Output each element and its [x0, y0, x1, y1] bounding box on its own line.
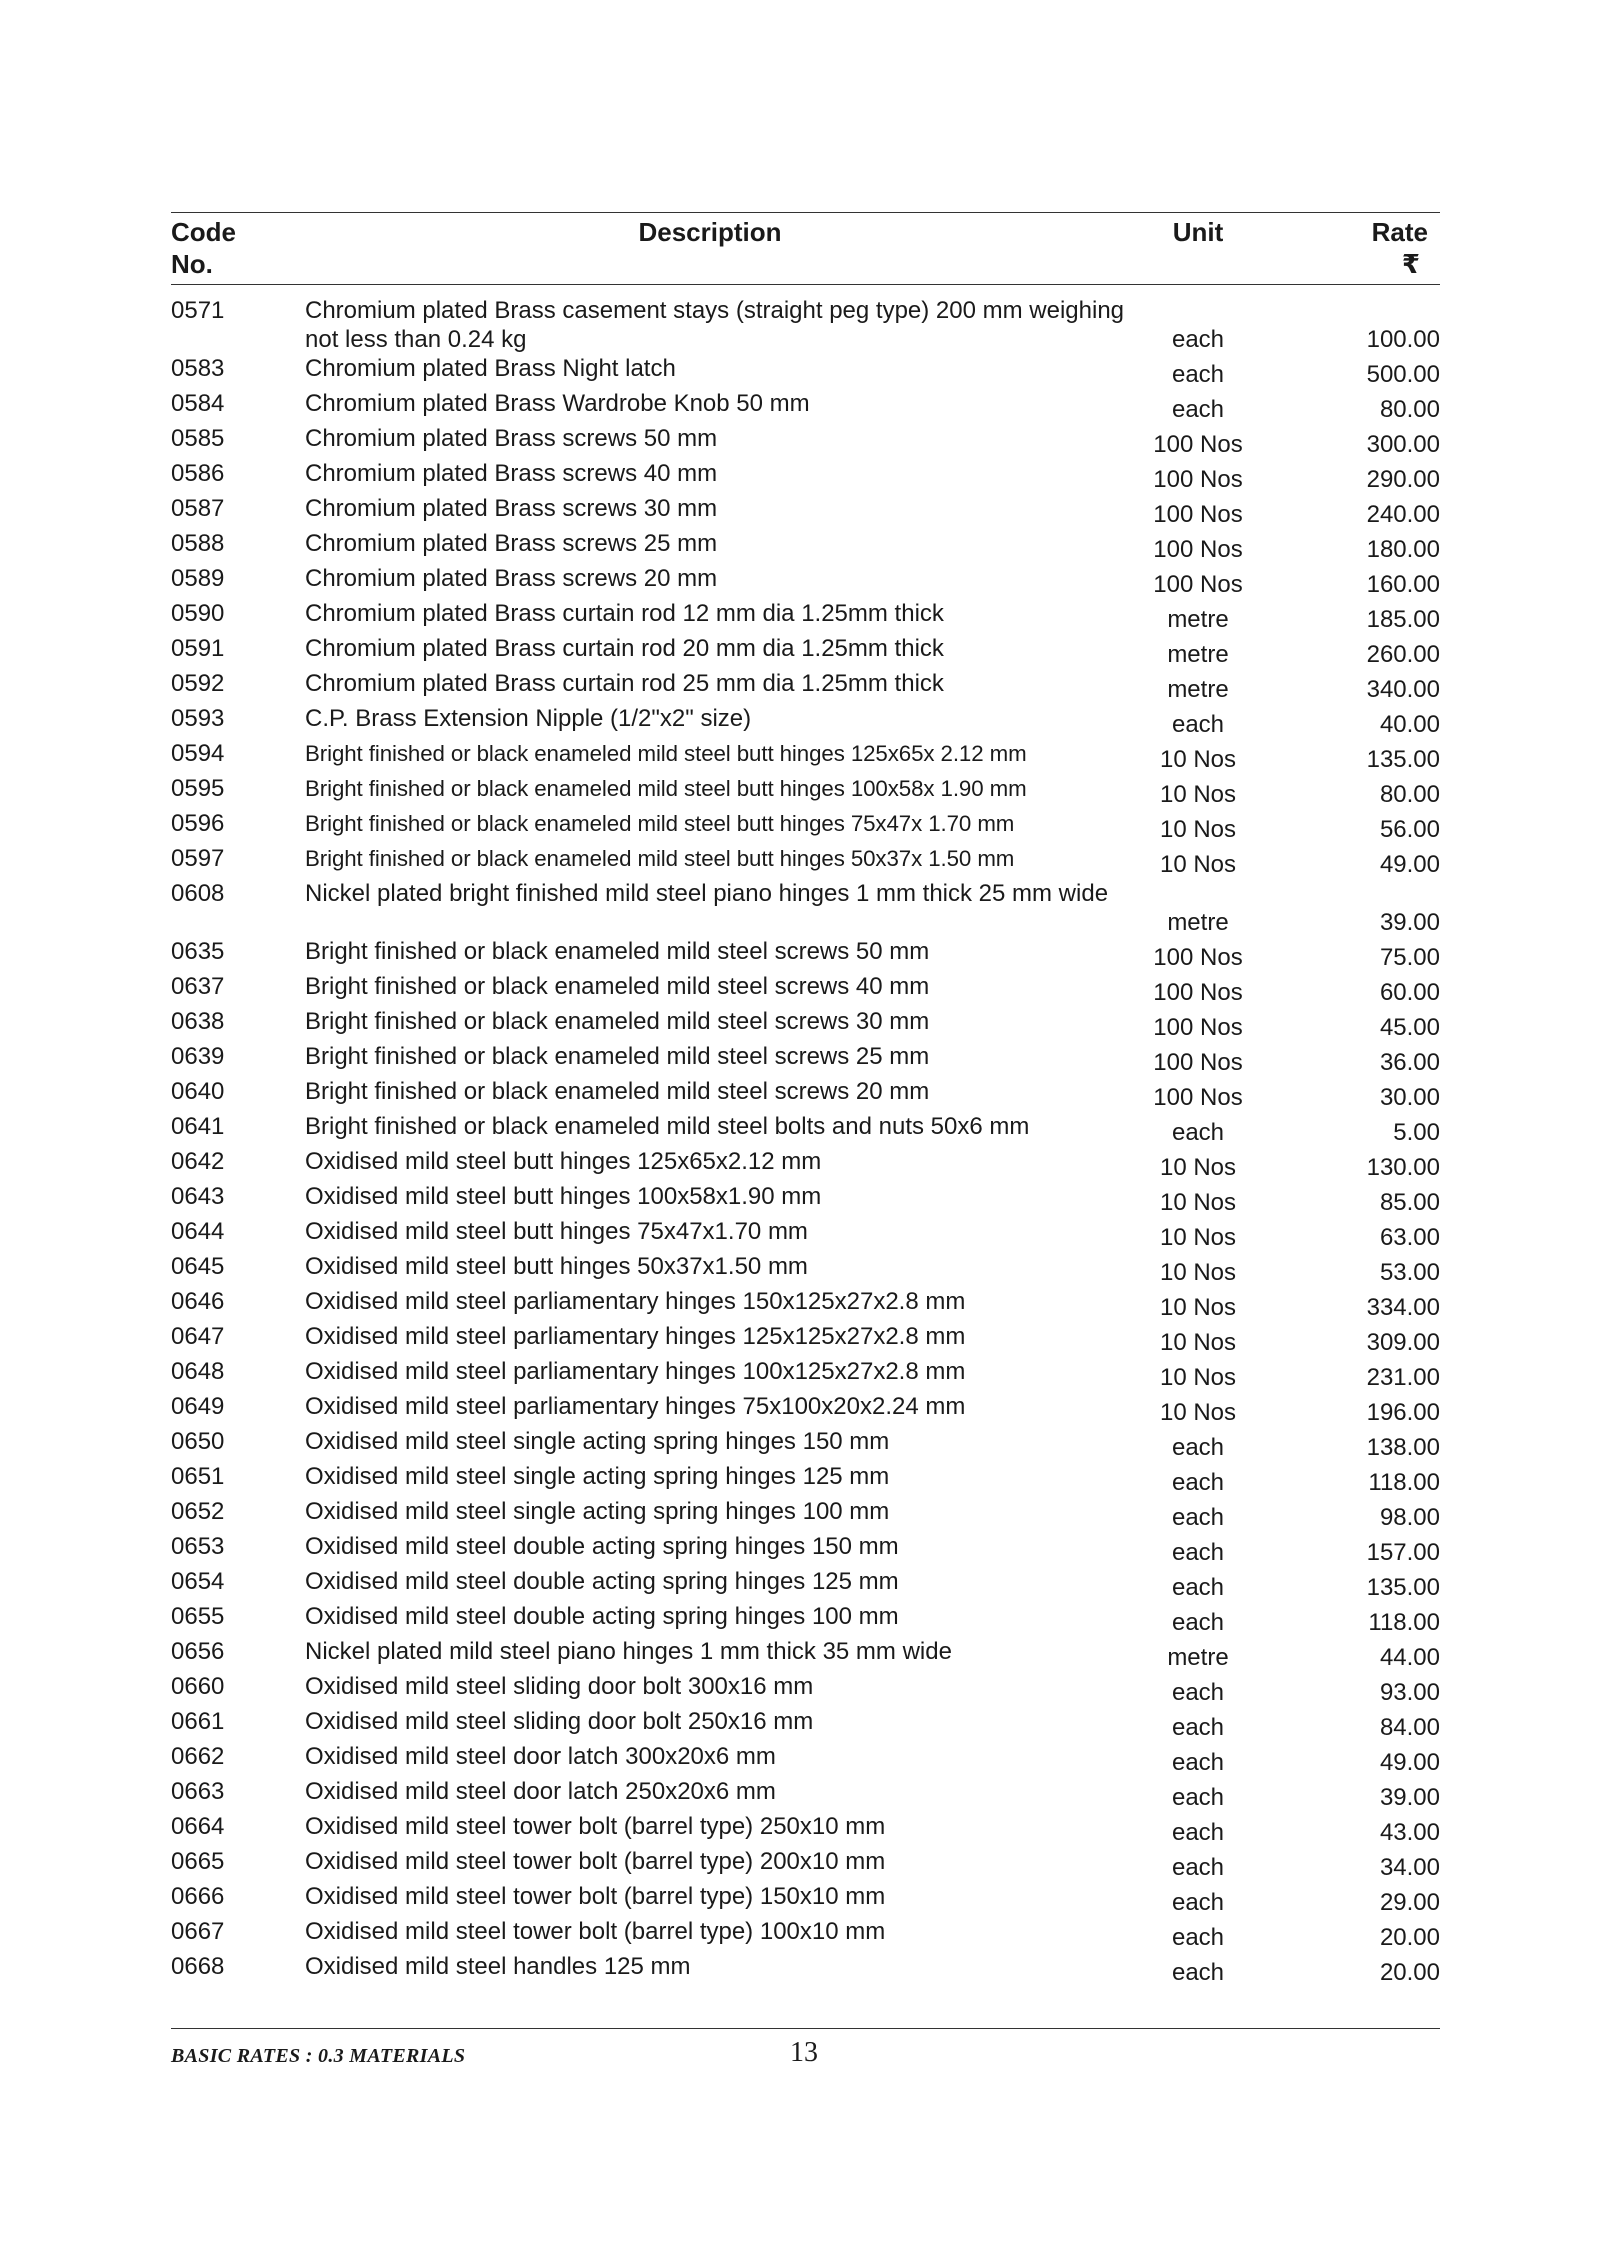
- code-cell: 0651: [171, 1463, 225, 1490]
- header-top-rule: [171, 212, 1440, 213]
- unit-cell: metre: [1167, 909, 1229, 936]
- table-row: [171, 1742, 1440, 1777]
- table-row: [171, 1672, 1440, 1707]
- rate-cell: 5.00: [1393, 1119, 1440, 1146]
- description-cell: Oxidised mild steel butt hinges 125x65x2.12 mm: [305, 1148, 822, 1175]
- footer-section-title: BASIC RATES : 0.3 MATERIALS: [171, 2045, 466, 2067]
- unit-cell: 100 Nos: [1153, 1084, 1243, 1111]
- rate-cell: 231.00: [1366, 1364, 1440, 1391]
- description-cell: Oxidised mild steel butt hinges 100x58x1.90 mm: [305, 1183, 822, 1210]
- unit-cell: 10 Nos: [1159, 781, 1237, 808]
- table-row: [171, 879, 1440, 937]
- rate-cell: 93.00: [1379, 1679, 1440, 1706]
- description-cell: Chromium plated Brass screws 25 mm: [305, 530, 718, 557]
- rate-cell: 309.00: [1366, 1329, 1440, 1356]
- code-cell: 0643: [171, 1183, 225, 1210]
- unit-cell: metre: [1167, 1644, 1229, 1671]
- rate-cell: 85.00: [1379, 1189, 1440, 1216]
- description-cell: Bright finished or black enameled mild steel butt hinges 50x37x 1.50 mm: [305, 846, 1015, 871]
- unit-cell: each: [1171, 1924, 1225, 1951]
- table-row: [171, 424, 1440, 459]
- unit-cell: each: [1171, 1959, 1225, 1986]
- rate-cell: 185.00: [1366, 606, 1440, 633]
- description-cell: Oxidised mild steel door latch 300x20x6 mm: [305, 1743, 776, 1770]
- table-row: [171, 1427, 1440, 1462]
- code-cell: 0584: [171, 390, 225, 417]
- description-cell: Oxidised mild steel butt hinges 50x37x1.50 mm: [305, 1253, 808, 1280]
- description-cell: Chromium plated Brass curtain rod 25 mm dia 1.25mm thick: [305, 670, 944, 697]
- rate-cell: 36.00: [1379, 1049, 1440, 1076]
- code-cell: 0653: [171, 1533, 225, 1560]
- header-rate-label: Rate: [1371, 217, 1428, 247]
- code-cell: 0589: [171, 565, 225, 592]
- table-row: [171, 1182, 1440, 1217]
- description-cell: Chromium plated Brass Wardrobe Knob 50 mm: [305, 390, 810, 417]
- table-row: [171, 1217, 1440, 1252]
- description-cell: Oxidised mild steel single acting spring hinges 100 mm: [305, 1498, 890, 1525]
- unit-cell: 100 Nos: [1153, 536, 1243, 563]
- description-cell: Oxidised mild steel parliamentary hinges 150x125x27x2.8 mm: [305, 1288, 966, 1315]
- unit-cell: 10 Nos: [1159, 1399, 1237, 1426]
- rates-table: [171, 296, 1440, 1987]
- rate-cell: 60.00: [1379, 979, 1440, 1006]
- header-code: [171, 216, 236, 280]
- unit-cell: each: [1171, 1714, 1225, 1741]
- unit-cell: each: [1171, 326, 1225, 353]
- code-cell: 0665: [171, 1848, 225, 1875]
- code-cell: 0608: [171, 880, 225, 907]
- description-cell: Oxidised mild steel handles 125 mm: [305, 1953, 691, 1980]
- unit-cell: 10 Nos: [1159, 746, 1237, 773]
- description-cell: Bright finished or black enameled mild steel butt hinges 100x58x 1.90 mm: [305, 776, 1027, 801]
- rate-cell: 80.00: [1379, 396, 1440, 423]
- rate-cell: 34.00: [1379, 1854, 1440, 1881]
- table-row: [171, 389, 1440, 424]
- table-row: [171, 774, 1440, 809]
- table-row: [171, 1637, 1440, 1672]
- rate-cell: 118.00: [1368, 1609, 1440, 1636]
- table-row: [171, 634, 1440, 669]
- code-cell: 0597: [171, 845, 225, 872]
- table-row: [171, 1077, 1440, 1112]
- rate-cell: 20.00: [1379, 1924, 1440, 1951]
- description-cell: Chromium plated Brass screws 40 mm: [305, 460, 718, 487]
- code-cell: 0641: [171, 1113, 225, 1140]
- table-row: [171, 844, 1440, 879]
- code-cell: 0639: [171, 1043, 225, 1070]
- rate-cell: 75.00: [1379, 944, 1440, 971]
- unit-cell: each: [1171, 1539, 1225, 1566]
- table-row: [171, 1567, 1440, 1602]
- unit-cell: each: [1171, 1784, 1225, 1811]
- code-cell: 0588: [171, 530, 225, 557]
- unit-cell: 10 Nos: [1159, 851, 1237, 878]
- rate-cell: 63.00: [1379, 1224, 1440, 1251]
- table-row: [171, 1042, 1440, 1077]
- rate-cell: 20.00: [1379, 1959, 1440, 1986]
- code-cell: 0590: [171, 600, 225, 627]
- code-cell: 0591: [171, 635, 225, 662]
- unit-cell: each: [1171, 1119, 1225, 1146]
- footer-rule: [171, 2028, 1440, 2029]
- table-row: [171, 1112, 1440, 1147]
- unit-cell: metre: [1167, 606, 1229, 633]
- rate-cell: 80.00: [1379, 781, 1440, 808]
- code-cell: 0640: [171, 1078, 225, 1105]
- table-row: [171, 1882, 1440, 1917]
- description-cell: Bright finished or black enameled mild steel bolts and nuts 50x6 mm: [305, 1113, 1030, 1140]
- code-cell: 0586: [171, 460, 225, 487]
- code-cell: 0667: [171, 1918, 225, 1945]
- table-row: [171, 1847, 1440, 1882]
- rate-cell: 43.00: [1379, 1819, 1440, 1846]
- unit-cell: each: [1171, 1679, 1225, 1706]
- code-cell: 0645: [171, 1253, 225, 1280]
- table-row: [171, 972, 1440, 1007]
- rate-cell: 334.00: [1366, 1294, 1440, 1321]
- unit-cell: 10 Nos: [1159, 1259, 1237, 1286]
- description-cell: Chromium plated Brass casement stays (straight peg type) 200 mm weighing not less than 0.24 kg: [305, 297, 1125, 353]
- description-cell: Oxidised mild steel tower bolt (barrel type) 250x10 mm: [305, 1813, 886, 1840]
- description-cell: Chromium plated Brass screws 50 mm: [305, 425, 718, 452]
- description-cell: Oxidised mild steel sliding door bolt 250x16 mm: [305, 1708, 814, 1735]
- description-cell: Oxidised mild steel double acting spring hinges 100 mm: [305, 1603, 899, 1630]
- rate-cell: 240.00: [1366, 501, 1440, 528]
- description-cell: Chromium plated Brass Night latch: [305, 355, 676, 382]
- code-cell: 0571: [171, 297, 225, 324]
- unit-cell: each: [1171, 1749, 1225, 1776]
- rate-cell: 160.00: [1366, 571, 1440, 598]
- code-cell: 0647: [171, 1323, 225, 1350]
- table-row: [171, 1497, 1440, 1532]
- code-cell: 0661: [171, 1708, 225, 1735]
- rate-cell: 340.00: [1366, 676, 1440, 703]
- rate-cell: 45.00: [1379, 1014, 1440, 1041]
- rate-cell: 98.00: [1379, 1504, 1440, 1531]
- description-cell: Oxidised mild steel sliding door bolt 300x16 mm: [305, 1673, 814, 1700]
- code-cell: 0646: [171, 1288, 225, 1315]
- description-cell: Oxidised mild steel double acting spring hinges 125 mm: [305, 1568, 899, 1595]
- code-cell: 0635: [171, 938, 225, 965]
- unit-cell: each: [1171, 361, 1225, 388]
- unit-cell: 10 Nos: [1159, 1294, 1237, 1321]
- table-row: [171, 1287, 1440, 1322]
- code-cell: 0594: [171, 740, 225, 767]
- description-cell: Oxidised mild steel tower bolt (barrel type) 100x10 mm: [305, 1918, 886, 1945]
- description-cell: Oxidised mild steel door latch 250x20x6 mm: [305, 1778, 776, 1805]
- unit-cell: 100 Nos: [1153, 466, 1243, 493]
- table-row: [171, 529, 1440, 564]
- table-row: [171, 599, 1440, 634]
- rate-cell: 100.00: [1366, 326, 1440, 353]
- code-cell: 0648: [171, 1358, 225, 1385]
- description-cell: Oxidised mild steel tower bolt (barrel type) 200x10 mm: [305, 1848, 886, 1875]
- unit-cell: each: [1171, 1819, 1225, 1846]
- rate-cell: 40.00: [1379, 711, 1440, 738]
- description-cell: Bright finished or black enameled mild steel butt hinges 125x65x 2.12 mm: [305, 741, 1027, 766]
- unit-cell: 100 Nos: [1153, 1014, 1243, 1041]
- unit-cell: 100 Nos: [1153, 944, 1243, 971]
- rate-cell: 500.00: [1366, 361, 1440, 388]
- unit-cell: each: [1171, 1854, 1225, 1881]
- unit-cell: 100 Nos: [1153, 1049, 1243, 1076]
- description-cell: Oxidised mild steel single acting spring hinges 125 mm: [305, 1463, 890, 1490]
- page-number: 13: [790, 2037, 818, 2068]
- code-cell: 0655: [171, 1603, 225, 1630]
- rate-cell: 135.00: [1366, 746, 1440, 773]
- code-cell: 0595: [171, 775, 225, 802]
- unit-cell: 100 Nos: [1153, 571, 1243, 598]
- description-cell: Chromium plated Brass curtain rod 20 mm dia 1.25mm thick: [305, 635, 944, 662]
- code-cell: 0654: [171, 1568, 225, 1595]
- unit-cell: metre: [1167, 641, 1229, 668]
- table-row: [171, 1532, 1440, 1567]
- description-cell: Chromium plated Brass screws 20 mm: [305, 565, 718, 592]
- header-code-line2: No.: [171, 249, 213, 279]
- code-cell: 0596: [171, 810, 225, 837]
- table-row: [171, 669, 1440, 704]
- description-cell: Nickel plated bright finished mild steel piano hinges 1 mm thick 25 mm wide: [305, 880, 1109, 907]
- unit-cell: each: [1171, 1609, 1225, 1636]
- unit-cell: each: [1171, 1574, 1225, 1601]
- unit-cell: each: [1171, 1889, 1225, 1916]
- unit-cell: 10 Nos: [1159, 1224, 1237, 1251]
- code-cell: 0663: [171, 1778, 225, 1805]
- code-cell: 0668: [171, 1953, 225, 1980]
- rate-cell: 180.00: [1366, 536, 1440, 563]
- table-row: [171, 564, 1440, 599]
- unit-cell: each: [1171, 396, 1225, 423]
- unit-cell: 10 Nos: [1159, 1154, 1237, 1181]
- code-cell: 0637: [171, 973, 225, 1000]
- code-cell: 0652: [171, 1498, 225, 1525]
- table-row: [171, 1952, 1440, 1987]
- rate-cell: 49.00: [1379, 851, 1440, 878]
- header-code-line1: Code: [171, 217, 236, 247]
- table-row: [171, 1462, 1440, 1497]
- description-cell: Chromium plated Brass screws 30 mm: [305, 495, 718, 522]
- unit-cell: 10 Nos: [1159, 1189, 1237, 1216]
- rate-cell: 157.00: [1366, 1539, 1440, 1566]
- code-cell: 0593: [171, 705, 225, 732]
- rate-cell: 53.00: [1379, 1259, 1440, 1286]
- table-row: [171, 296, 1440, 354]
- unit-cell: each: [1171, 1504, 1225, 1531]
- code-cell: 0638: [171, 1008, 225, 1035]
- rate-cell: 29.00: [1379, 1889, 1440, 1916]
- table-row: [171, 1007, 1440, 1042]
- rate-cell: 118.00: [1368, 1469, 1440, 1496]
- unit-cell: 10 Nos: [1159, 816, 1237, 843]
- code-cell: 0666: [171, 1883, 225, 1910]
- table-row: [171, 1392, 1440, 1427]
- description-cell: Oxidised mild steel double acting spring hinges 150 mm: [305, 1533, 899, 1560]
- header-description: Description: [638, 217, 782, 247]
- description-cell: Chromium plated Brass curtain rod 12 mm dia 1.25mm thick: [305, 600, 944, 627]
- code-cell: 0664: [171, 1813, 225, 1840]
- description-cell: Oxidised mild steel tower bolt (barrel type) 150x10 mm: [305, 1883, 886, 1910]
- table-row: [171, 1602, 1440, 1637]
- rate-cell: 138.00: [1366, 1434, 1440, 1461]
- rate-cell: 56.00: [1379, 816, 1440, 843]
- code-cell: 0650: [171, 1428, 225, 1455]
- table-row: [171, 937, 1440, 972]
- currency-symbol: ₹: [1401, 249, 1420, 279]
- header-bottom-rule: [171, 284, 1440, 285]
- description-cell: Oxidised mild steel single acting spring hinges 150 mm: [305, 1428, 890, 1455]
- code-cell: 0592: [171, 670, 225, 697]
- table-row: [171, 494, 1440, 529]
- table-row: [171, 739, 1440, 774]
- description-cell: Bright finished or black enameled mild steel butt hinges 75x47x 1.70 mm: [305, 811, 1015, 836]
- code-cell: 0583: [171, 355, 225, 382]
- description-cell: Bright finished or black enameled mild steel screws 40 mm: [305, 973, 930, 1000]
- description-cell: Oxidised mild steel parliamentary hinges 125x125x27x2.8 mm: [305, 1323, 966, 1350]
- rate-cell: 49.00: [1379, 1749, 1440, 1776]
- table-row: [171, 1707, 1440, 1742]
- description-cell: Bright finished or black enameled mild steel screws 50 mm: [305, 938, 930, 965]
- code-cell: 0585: [171, 425, 225, 452]
- table-row: [171, 1812, 1440, 1847]
- rate-cell: 300.00: [1366, 431, 1440, 458]
- rate-cell: 39.00: [1379, 909, 1440, 936]
- table-row: [171, 1147, 1440, 1182]
- description-cell: Oxidised mild steel parliamentary hinges 100x125x27x2.8 mm: [305, 1358, 966, 1385]
- description-cell: C.P. Brass Extension Nipple (1/2"x2" size): [305, 705, 752, 732]
- table-row: [171, 1357, 1440, 1392]
- code-cell: 0644: [171, 1218, 225, 1245]
- table-row: [171, 1322, 1440, 1357]
- unit-cell: 10 Nos: [1159, 1364, 1237, 1391]
- unit-cell: each: [1171, 711, 1225, 738]
- header-unit: Unit: [1172, 217, 1224, 247]
- rate-cell: 135.00: [1366, 1574, 1440, 1601]
- table-row: [171, 1252, 1440, 1287]
- unit-cell: 100 Nos: [1153, 979, 1243, 1006]
- rates-table-body: [171, 296, 1440, 1987]
- table-row: [171, 809, 1440, 844]
- rate-cell: 130.00: [1366, 1154, 1440, 1181]
- unit-cell: 100 Nos: [1153, 431, 1243, 458]
- rate-cell: 44.00: [1379, 1644, 1440, 1671]
- table-row: [171, 704, 1440, 739]
- table-row: [171, 1777, 1440, 1812]
- description-cell: Oxidised mild steel butt hinges 75x47x1.70 mm: [305, 1218, 808, 1245]
- table-row: [171, 354, 1440, 389]
- rate-cell: 290.00: [1366, 466, 1440, 493]
- header-rate: [1300, 216, 1428, 280]
- code-cell: 0649: [171, 1393, 225, 1420]
- code-cell: 0656: [171, 1638, 225, 1665]
- unit-cell: each: [1171, 1469, 1225, 1496]
- unit-cell: 100 Nos: [1153, 501, 1243, 528]
- table-row: [171, 459, 1440, 494]
- description-cell: Bright finished or black enameled mild steel screws 20 mm: [305, 1078, 930, 1105]
- code-cell: 0587: [171, 495, 225, 522]
- rate-cell: 84.00: [1379, 1714, 1440, 1741]
- rate-cell: 30.00: [1379, 1084, 1440, 1111]
- table-row: [171, 1917, 1440, 1952]
- description-cell: Bright finished or black enameled mild steel screws 25 mm: [305, 1043, 930, 1070]
- unit-cell: metre: [1167, 676, 1229, 703]
- description-cell: Bright finished or black enameled mild steel screws 30 mm: [305, 1008, 930, 1035]
- code-cell: 0642: [171, 1148, 225, 1175]
- unit-cell: 10 Nos: [1159, 1329, 1237, 1356]
- rate-cell: 260.00: [1366, 641, 1440, 668]
- description-cell: Nickel plated mild steel piano hinges 1 mm thick 35 mm wide: [305, 1638, 952, 1665]
- unit-cell: each: [1171, 1434, 1225, 1461]
- description-cell: Oxidised mild steel parliamentary hinges 75x100x20x2.24 mm: [305, 1393, 966, 1420]
- rate-cell: 39.00: [1379, 1784, 1440, 1811]
- rate-cell: 196.00: [1366, 1399, 1440, 1426]
- code-cell: 0660: [171, 1673, 225, 1700]
- code-cell: 0662: [171, 1743, 225, 1770]
